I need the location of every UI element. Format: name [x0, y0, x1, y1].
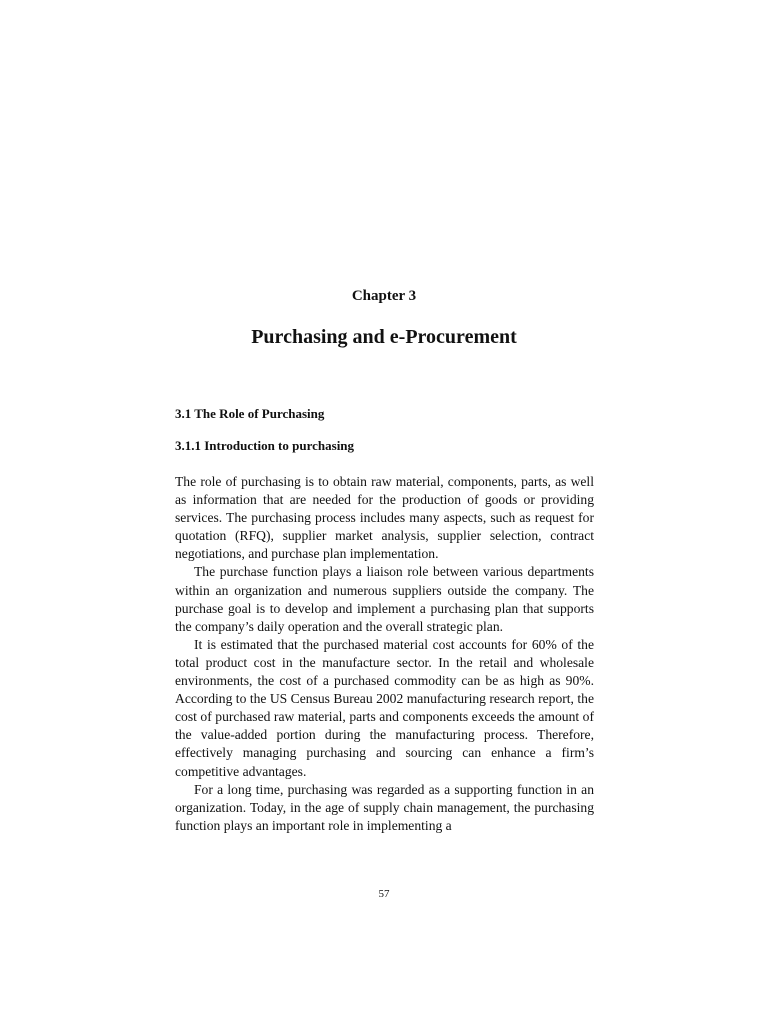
subsection-heading: 3.1.1 Introduction to purchasing: [175, 438, 355, 453]
paragraph: The purchase function plays a liaison role between various departments within an organization and numerous suppliers outside the company. The purchase goal is to develop and implement a purchasing plan that supports the company’s daily operation and the overall strategic plan.: [175, 564, 594, 634]
page-number: 57: [378, 888, 390, 900]
paragraph: For a long time, purchasing was regarded as a supporting function in an organization. Today, in the age of supply chain management, the purchasing function plays an important role in implementing a: [175, 781, 594, 833]
paragraph: The role of purchasing is to obtain raw material, components, parts, as well as information that are needed for the production of goods or providing services. The purchasing process includes many aspects, such as request for quotation (RFQ), supplier market analysis, supplier selection, contract negotiations, and purchase plan implementation.: [175, 474, 594, 562]
chapter-title: Purchasing and e-Procurement: [251, 326, 517, 348]
section-heading: 3.1 The Role of Purchasing: [175, 406, 325, 421]
chapter-label: Chapter 3: [351, 288, 417, 304]
paragraph: It is estimated that the purchased material cost accounts for 60% of the total product cost in the manufacture sector. In the retail and wholesale environments, the cost of a purchased commodity can be as high as 90%. According to the US Census Bureau 2002 manufacturing research report, the cost of purchased raw material, parts and components exceeds the amount of the value-added portion during the manufacturing process. Therefore, effectively managing purchasing and sourcing can enhance a firm’s competitive advantages.: [175, 636, 594, 779]
body-text: [175, 473, 594, 835]
